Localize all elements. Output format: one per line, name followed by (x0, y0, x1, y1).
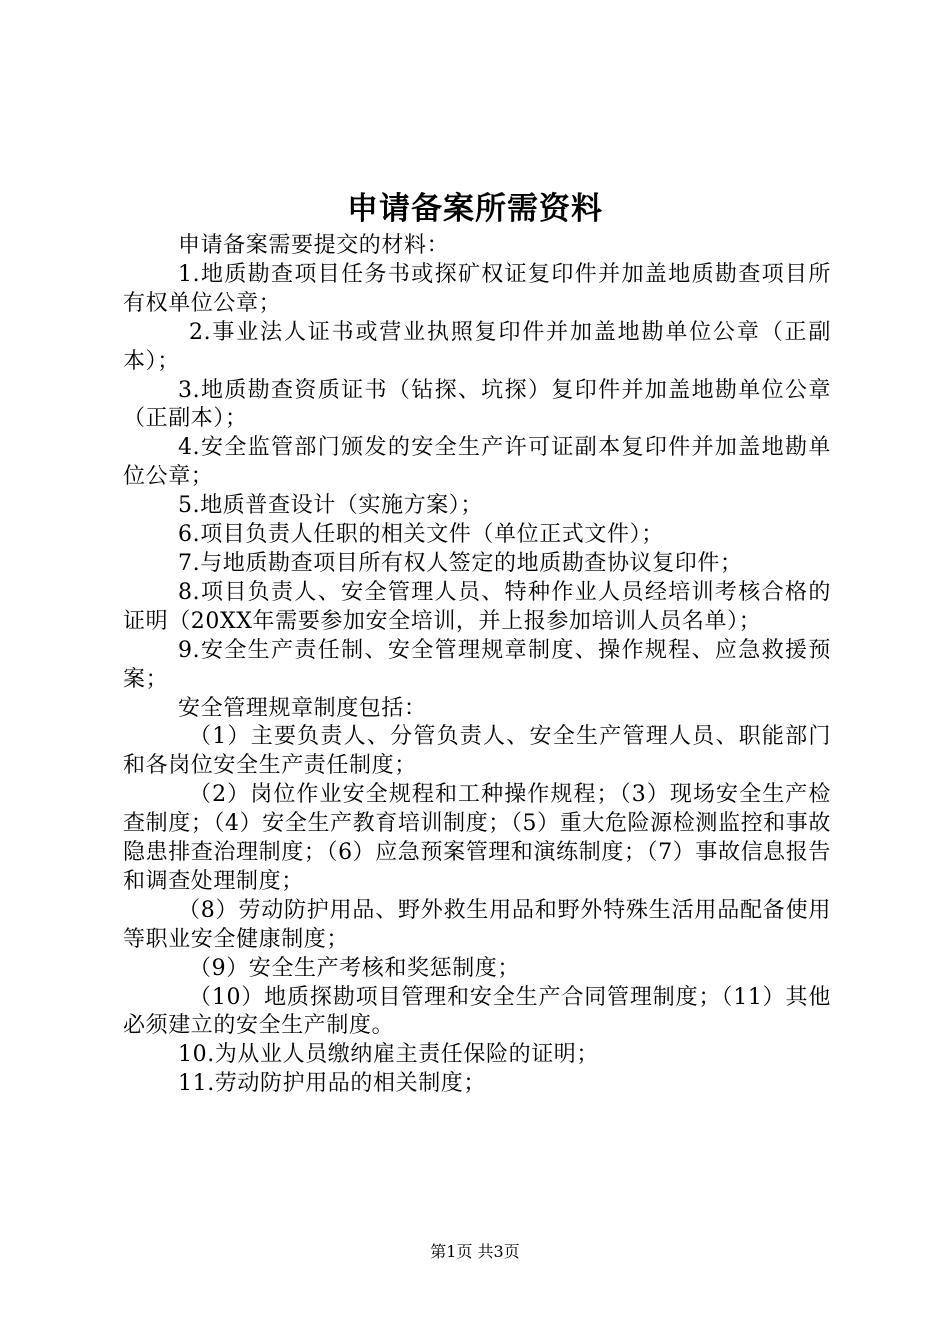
paragraph-item-5: 5.地质普查设计（实施方案）； (178, 493, 483, 519)
paragraph-item-3: 3.地质勘查资质证书（钻探、坑探）复印件并加盖地勘单位公章（正副本）； (123, 377, 831, 432)
paragraph-rules-intro: 安全管理规章制度包括： (178, 695, 427, 721)
paragraph-item-1: 1.地质勘查项目任务书或探矿权证复印件并加盖地质勘查项目所有权单位公章； (123, 261, 831, 316)
paragraph-rules-2-7: （2）岗位作业安全规程和工种操作规程；（3）现场安全生产检查制度；（4）安全生产教育培训制度；（5）重大危险源检测监控和事故隐患排查治理制度；（6）应急预案管理和演练制度；（7）事故信息报告和调查处理制度； (123, 782, 831, 894)
document-title: 申请备案所需资料 (347, 191, 603, 227)
paragraph-item-11: 11.劳动防护用品的相关制度； (178, 1071, 486, 1097)
paragraph-rules-10-11: （10）地质探勘项目管理和安全生产合同管理制度；（11）其他必须建立的安全生产制度。 (123, 984, 831, 1039)
paragraph-item-7: 7.与地质勘查项目所有权人签定的地质勘查协议复印件； (178, 550, 743, 576)
paragraph-rule-9: （9）安全生产考核和奖惩制度； (189, 955, 520, 981)
paragraph-rule-1: （1）主要负责人、分管负责人、安全生产管理人员、职能部门和各岗位安全生产责任制度； (123, 724, 831, 779)
paragraph-rule-8: （8）劳动防护用品、野外救生用品和野外特殊生活用品配备使用等职业安全健康制度； (123, 897, 831, 952)
paragraph-item-8: 8.项目负责人、安全管理人员、特种作业人员经培训考核合格的证明（20XX年需要参加安全培训，并上报参加培训人员名单）； (123, 579, 831, 634)
paragraph-item-10: 10.为从业人员缴纳雇主责任保险的证明； (178, 1042, 599, 1068)
document-body (123, 232, 831, 1099)
paragraph-item-6: 6.项目负责人任职的相关文件（单位正式文件）； (178, 522, 664, 548)
page-number: 第1页 共3页 (430, 1242, 520, 1261)
paragraph-item-9: 9.安全生产责任制、安全管理规章制度、操作规程、应急救援预案； (123, 637, 831, 692)
paragraph-item-4: 4.安全监管部门颁发的安全生产许可证副本复印件并加盖地勘单位公章； (123, 435, 831, 490)
paragraph-item-2: 2.事业法人证书或营业执照复印件并加盖地勘单位公章（正副本）； (123, 319, 831, 374)
paragraph-intro: 申请备案需要提交的材料： (178, 233, 450, 258)
